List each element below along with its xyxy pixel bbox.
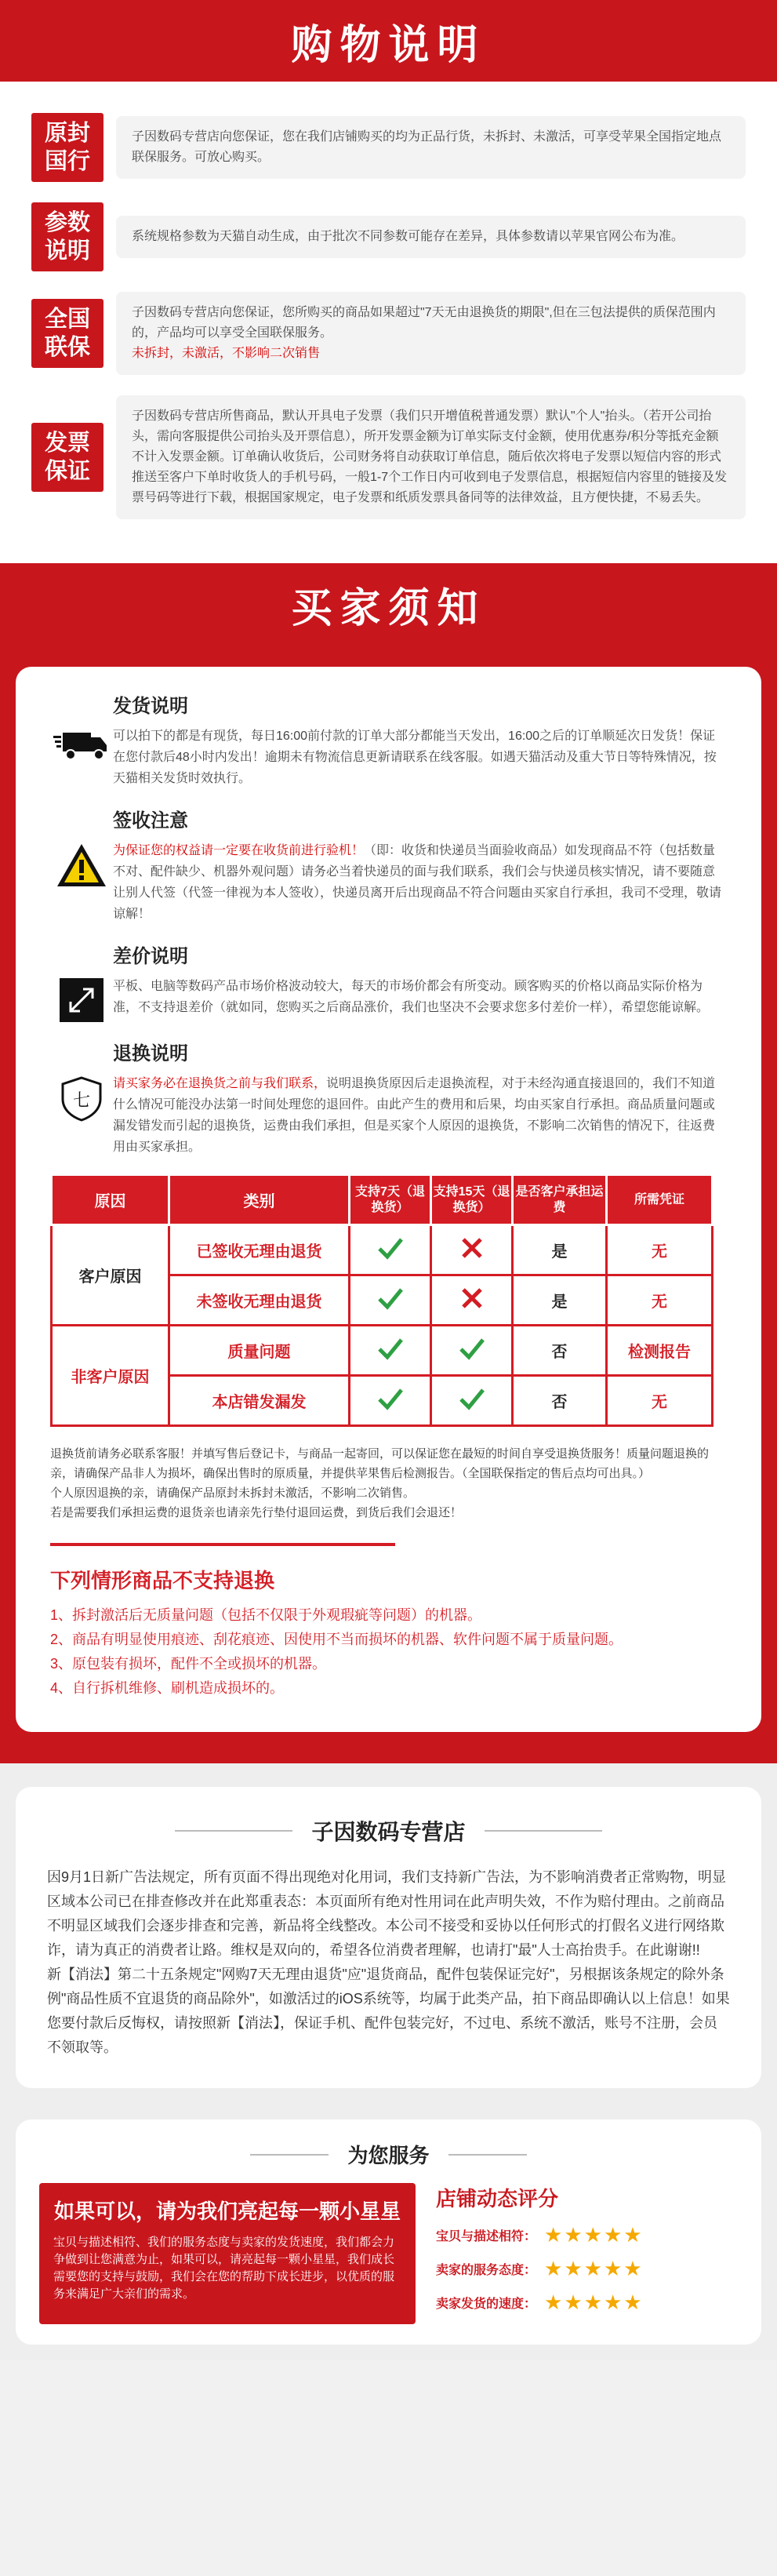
consumer-law-statement: 新【消法】第二十五条规定"网购7天无理由退货"应"退货商品，配件包装保证完好"，另根据该条规定的除外条例"商品性质不宜退货的商品除外"，如激活过的iOS系统等，均属于此类产品，拍下商品即确认以上信息！如果您要付款后反悔权，请按照新【消法】，保证手机、配件包装完好，不过电、系统不激活，账号不注册，会员不领取等。 xyxy=(47,1967,730,2055)
warning-icon xyxy=(56,842,107,888)
badge-warranty: 全国联保 xyxy=(31,299,103,368)
col-15day: 支持15天（退换货） xyxy=(431,1175,513,1225)
group-non-customer: 非客户原因 xyxy=(52,1326,169,1426)
rating-row xyxy=(436,2290,738,2315)
note-shipping-title: 发货说明 xyxy=(113,696,188,717)
badge-invoice: 发票保证 xyxy=(31,423,103,492)
rating-row xyxy=(436,2257,738,2281)
list-item: 4、自行拆机维修、刷机造成损坏的。 xyxy=(50,1680,285,1696)
col-category: 类别 xyxy=(169,1175,350,1225)
check-icon xyxy=(350,1376,431,1426)
return-fine-print xyxy=(50,1444,727,1523)
star-request-box xyxy=(39,2183,416,2324)
note-shipping-text: 可以拍下的都是有现货，每日16:00前付款的订单大部分都能当天发出，16:00之后的订单顺延次日发货！保证在您付款后48小时内发出！逾期未有物流信息更新请联系在线客服。如遇天猫活动及重大节日等特殊情况，按天猫相关发货时效执行。 xyxy=(113,730,717,785)
row-fee: 否 xyxy=(513,1376,607,1426)
col-proof: 所需凭证 xyxy=(607,1175,713,1225)
col-reason: 原因 xyxy=(52,1175,169,1225)
row-fee: 是 xyxy=(513,1275,607,1326)
return-policy-table xyxy=(50,1173,713,1427)
check-icon xyxy=(350,1326,431,1376)
service-header xyxy=(39,2140,738,2169)
no-return-list xyxy=(50,1603,727,1701)
rating-row xyxy=(436,2223,738,2247)
table-row xyxy=(52,1225,713,1275)
check-icon xyxy=(350,1225,431,1275)
rating-label: 卖家发货的速度： xyxy=(436,2298,537,2311)
note-price-text: 平板、电脑等数码产品市场价格波动较大，每天的市场价都会有所变动。顾客购买的价格以商品实际价格为准，不支持退差价（就如同，您购买之后商品涨价，我们也坚决不会要求您多付差价一样），希望您能谅解。 xyxy=(113,980,710,1014)
notes-warranty-condition: 未拆封，未激活，不影响二次销售 xyxy=(132,347,321,360)
fine-line: 退换货前请务必联系客服！并填写售后登记卡，与商品一起寄回，可以保证您在最短的时间自享受退换货服务！质量问题退换的亲，请确保产品非人为损坏，确保出售时的原质量，并提供苹果售后检测报告。（全国联保指定的售后点均可出具。） xyxy=(50,1447,710,1480)
shopping-notes-title: 购物说明 xyxy=(291,22,486,68)
col-7day: 支持7天（退换货） xyxy=(350,1175,431,1225)
no-return-title: 下列情形商品不支持退换 xyxy=(50,1543,395,1594)
buyer-notes-banner xyxy=(0,563,777,645)
star-icons: ★★★★★ xyxy=(544,2257,644,2280)
col-shipping-fee: 是否客户承担运费 xyxy=(513,1175,607,1225)
notes-box-warranty xyxy=(116,292,746,375)
check-icon xyxy=(431,1326,513,1376)
buyer-notes-title: 买家须知 xyxy=(291,585,486,631)
shop-rating-title: 店铺动态评分 xyxy=(436,2187,559,2210)
note-return xyxy=(50,1038,727,1158)
row-proof: 检测报告 xyxy=(607,1326,713,1376)
notes-text-invoice: 子因数码专营店所售商品，默认开具电子发票（我们只开增值税普通发票）默认"个人"抬头。（若开公司抬头，需向客服提供公司抬头及开票信息），所开发票金额为订单实际支付金额，使用优惠券/积分等抵充金额不计入发票金额。订单确认收货后，公司财务将自动获取订单信息，随后依次将电子发票以短信内容的形式推送至客户下单时收货人的手机号码，一般1-7个工作日内可收到电子发票信息，根据短信内容里的链接及发票号码等进行下载，根据国家规定，电子发票和纸质发票具备同等的法律效益，且方便快捷，不易丢失。 xyxy=(116,395,746,519)
store-statement-section xyxy=(0,1763,777,2112)
rating-label: 卖家的服务态度： xyxy=(436,2264,537,2277)
note-receipt-warning: 为保证您的权益请一定要在收货前进行验机！ xyxy=(113,844,365,857)
note-receipt-title: 签收注意 xyxy=(113,810,188,831)
truck-icon xyxy=(53,728,110,762)
notes-row-invoice xyxy=(31,395,746,519)
notes-text-warranty: 子因数码专营店向您保证，您所购买的商品如果超过"7天无由退换货的期限",但在三包法提供的质保范围内的，产品均可以享受全国联保服务。 xyxy=(132,306,716,340)
store-header xyxy=(47,1815,730,1846)
list-item: 2、商品有明显使用痕迹、刮花痕迹、因使用不当而损坏的机器、软件问题不属于质量问题。 xyxy=(50,1632,623,1647)
list-item: 1、拆封激活后无质量问题（包括不仅限于外观瑕疵等问题）的机器。 xyxy=(50,1607,482,1623)
note-return-text: 说明退换货原因后走退换流程，对于未经沟通直接退回的，我们不知道什么情况可能没办法第一时间处理您的退回件。由此产生的费用和后果，均由买家自行承担。商品质量问题或漏发错发而引起的退换货，运费由我们承担，但是买家个人原因的退换货，不影响二次销售的情况下，往返费用由买家承担。 xyxy=(113,1077,716,1154)
fine-line: 个人原因退换的亲，请确保产品原封未拆封未激活，不影响二次销售。 xyxy=(50,1486,416,1500)
star-icons: ★★★★★ xyxy=(544,2223,644,2247)
divider xyxy=(485,1830,602,1832)
shopping-notes-section xyxy=(0,82,777,563)
cross-icon xyxy=(431,1225,513,1275)
notes-text-original: 子因数码专营店向您保证，您在我们店铺购买的均为正品行货，未拆封、未激活，可享受苹果全国指定地点联保服务。可放心购买。 xyxy=(116,116,746,179)
shopping-notes-banner xyxy=(0,0,777,82)
note-price xyxy=(50,941,727,1022)
list-item: 3、原包装有损坏，配件不全或损坏的机器。 xyxy=(50,1656,327,1672)
notes-row-params xyxy=(31,202,746,271)
store-name: 子因数码专营店 xyxy=(311,1820,466,1844)
check-icon xyxy=(350,1275,431,1326)
row-category: 质量问题 xyxy=(169,1326,350,1376)
ad-law-statement: 因9月1日新广告法规定，所有页面不得出现绝对化用词，我们支持新广告法，为不影响消费者正常购物，明显区域本公司已在排查修改并在此郑重表态：本页面所有绝对性用词在此声明失效，不作为赔付理由。之前商品不明显区域我们会逐步排查和完善，新品将全线整改。本公司不接受和妥协以任何形式的打假名义进行网络欺诈，请为真正的消费者让路。维权是双向的，希望各位消费者理解，也请打"最"人士高抬贵手。在此谢谢!! xyxy=(47,1869,727,1958)
service-section xyxy=(0,2112,777,2360)
buyer-notes-card xyxy=(16,667,761,1732)
service-body xyxy=(39,2183,738,2324)
row-category: 未签收无理由退货 xyxy=(169,1275,350,1326)
cross-icon xyxy=(431,1275,513,1326)
badge-params: 参数说明 xyxy=(31,202,103,271)
row-category: 已签收无理由退货 xyxy=(169,1225,350,1275)
note-receipt-para xyxy=(113,840,727,925)
note-return-para xyxy=(113,1073,727,1158)
svg-text:七: 七 xyxy=(72,1091,91,1111)
return-shield-icon xyxy=(60,1075,103,1122)
note-price-title: 差价说明 xyxy=(113,946,188,967)
row-category: 本店错发漏发 xyxy=(169,1376,350,1426)
price-arrow-icon xyxy=(60,978,103,1022)
note-return-title: 退换说明 xyxy=(113,1043,188,1064)
badge-original: 原封国行 xyxy=(31,113,103,182)
note-return-warning: 请买家务必在退换货之前与我们联系， xyxy=(113,1077,327,1090)
divider xyxy=(250,2154,329,2156)
star-request-text: 宝贝与描述相符、我们的服务态度与卖家的发货速度，我们都会力争做到让您满意为止，如果可以，请亮起每一颗小星星，我们成长需要您的支持与鼓励，我们会在您的帮助下成长进步，以优质的服务来满足广大亲们的需求。 xyxy=(53,2236,395,2301)
row-proof: 无 xyxy=(607,1225,713,1275)
rating-label: 宝贝与描述相符： xyxy=(436,2230,537,2243)
note-receipt xyxy=(50,805,727,925)
service-card xyxy=(16,2119,761,2345)
star-icons: ★★★★★ xyxy=(544,2290,644,2314)
row-fee: 是 xyxy=(513,1225,607,1275)
store-statement-card xyxy=(16,1787,761,2088)
divider xyxy=(175,1830,292,1832)
notes-text-params: 系统规格参数为天猫自动生成，由于批次不同参数可能存在差异，具体参数请以苹果官网公布为准。 xyxy=(116,216,746,258)
shop-rating-box xyxy=(416,2183,738,2324)
row-proof: 无 xyxy=(607,1376,713,1426)
divider xyxy=(448,2154,527,2156)
notes-row-original xyxy=(31,113,746,182)
group-customer: 客户原因 xyxy=(52,1225,169,1326)
star-request-title: 如果可以，请为我们亮起每一颗小星星 xyxy=(53,2199,401,2223)
service-title: 为您服务 xyxy=(347,2144,430,2167)
fine-line: 若是需要我们承担运费的退货亲也请亲先行垫付退回运费，到货后我们会退还！ xyxy=(50,1506,463,1519)
check-icon xyxy=(431,1376,513,1426)
table-row xyxy=(52,1326,713,1376)
buyer-notes-section xyxy=(0,645,777,1763)
row-proof: 无 xyxy=(607,1275,713,1326)
notes-row-warranty xyxy=(31,292,746,375)
note-receipt-text: （即：收货和快递员当面验收商品）如发现商品不符（包括数量不对、配件缺少、机器外观问题）请务必当着快递员的面与我们联系，我们会与快递员核实情况，请不要随意让别人代签（代签一律视为本人签收），快递员离开后出现商品不符合问题由买家自行承担，我司不受理，敬请谅解！ xyxy=(113,844,722,921)
table-header-row xyxy=(52,1175,713,1225)
row-fee: 否 xyxy=(513,1326,607,1376)
note-shipping xyxy=(50,690,727,789)
